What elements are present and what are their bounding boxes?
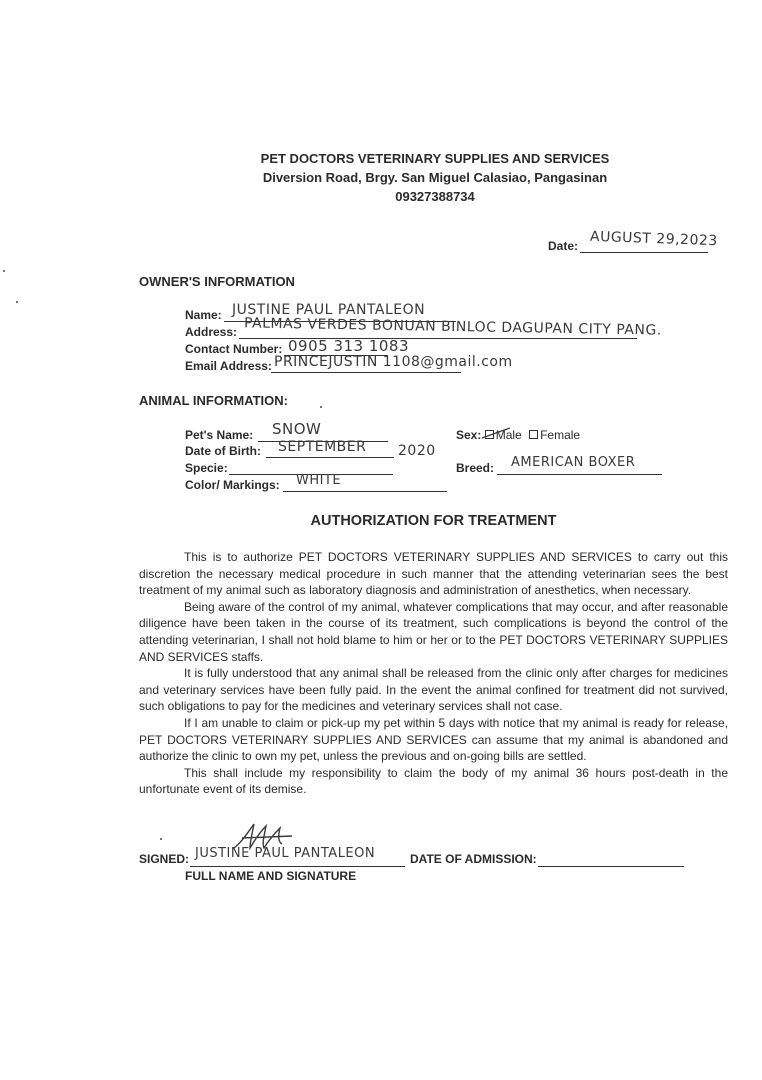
scan-speck bbox=[3, 270, 5, 272]
scan-speck bbox=[16, 301, 18, 303]
owner-address-value: PALMAS VERDES BONUAN BINLOC DAGUPAN CITY PANG. bbox=[243, 315, 662, 339]
date-value: AUGUST 29,2023 bbox=[589, 228, 718, 250]
owner-address-label: Address: bbox=[185, 325, 238, 339]
dob-line bbox=[266, 457, 394, 458]
sex-female-label: Female bbox=[540, 428, 581, 442]
animal-section-title: ANIMAL INFORMATION: bbox=[139, 393, 288, 408]
dob-value: SEPTEMBER bbox=[278, 439, 367, 455]
date-label: Date: bbox=[548, 239, 579, 253]
dob-year: 2020 bbox=[398, 443, 436, 459]
pet-name-label: Pet's Name: bbox=[185, 428, 254, 442]
business-name: PET DOCTORS VETERINARY SUPPLIES AND SERVICES bbox=[260, 151, 610, 166]
authorization-paragraph: If I am unable to claim or pick-up my pet within 5 days with notice that my animal is ready for release, PET DOCTORS VETERINARY SUPPLIES AND SERVICES can assume that my animal is abandoned and authorize the clinic to own my pet, unless the previous and on-going bills are settled. bbox=[139, 715, 728, 764]
breed-value: AMERICAN BOXER bbox=[511, 455, 636, 470]
date-line bbox=[580, 252, 708, 253]
authorization-paragraph: It is fully understood that any animal shall be released from the clinic only after charges for medicines and veterinary services have been fully paid. In the event the animal confined for treatment did not survived, such obligations to pay for the medicines and veterinary services shall not case. bbox=[139, 666, 728, 714]
owner-email-label: Email Address: bbox=[185, 359, 272, 373]
owner-contact-label: Contact Number: bbox=[185, 342, 283, 356]
admission-date-label: DATE OF ADMISSION: bbox=[410, 852, 537, 866]
authorization-paragraph: This shall include my responsibility to claim the body of my animal 36 hours post-death in the unfortunate event of its demise. bbox=[139, 765, 728, 797]
authorization-title: AUTHORIZATION FOR TREATMENT bbox=[310, 513, 557, 529]
breed-line bbox=[497, 474, 662, 475]
business-address: Diversion Road, Brgy. San Miguel Calasiao, Pangasinan bbox=[262, 170, 608, 185]
dob-label: Date of Birth: bbox=[185, 444, 261, 458]
owner-email-line bbox=[271, 372, 461, 373]
owner-name-value: JUSTINE PAUL PANTALEON bbox=[232, 302, 426, 318]
owner-contact-value: 0905 313 1083 bbox=[288, 337, 410, 355]
owner-section-title: OWNER'S INFORMATION bbox=[139, 274, 295, 289]
color-line bbox=[283, 491, 447, 492]
signed-line bbox=[190, 866, 405, 867]
authorization-body bbox=[139, 549, 728, 798]
specie-label: Specie: bbox=[185, 461, 228, 475]
color-value: WHITE bbox=[296, 473, 342, 488]
sex-male-label: Male bbox=[495, 428, 522, 442]
sex-male-check-mark bbox=[480, 424, 514, 444]
admission-date-line bbox=[538, 866, 684, 867]
breed-label: Breed: bbox=[456, 461, 495, 475]
color-label: Color/ Markings: bbox=[185, 478, 280, 492]
scan-speck bbox=[320, 406, 322, 408]
owner-name-label: Name: bbox=[185, 308, 222, 322]
authorization-paragraph: Being aware of the control of my animal, whatever complications that may occur, and after reasonable diligence have been taken in the course of its treatment, such complications is beyond the control of the attending veterinarian, I shall not hold blame to him or her or to the PET DOCTORS VETERINARY SUPPLIES AND SERVICES staffs. bbox=[139, 599, 728, 664]
signed-value: JUSTINE PAUL PANTALEON bbox=[195, 846, 376, 861]
owner-email-value: PRINCEJUSTIN 1108@gmail.com bbox=[274, 354, 513, 370]
sex-female-checkbox[interactable] bbox=[529, 430, 538, 439]
sex-label: Sex: bbox=[456, 428, 482, 442]
full-name-signature-label: FULL NAME AND SIGNATURE bbox=[185, 869, 357, 883]
authorization-paragraph: This is to authorize PET DOCTORS VETERINARY SUPPLIES AND SERVICES to carry out this discretion the necessary medical procedure in such manner that the attending veterinarian sees the best treatment of my animal such as laboratory diagnosis and administration of anesthetics, when necessary. bbox=[139, 550, 728, 598]
pet-name-value: SNOW bbox=[272, 420, 322, 438]
scan-speck bbox=[160, 838, 162, 840]
signed-label: SIGNED: bbox=[139, 852, 190, 866]
business-phone: 09327388734 bbox=[395, 189, 475, 204]
sex-field bbox=[456, 428, 580, 442]
